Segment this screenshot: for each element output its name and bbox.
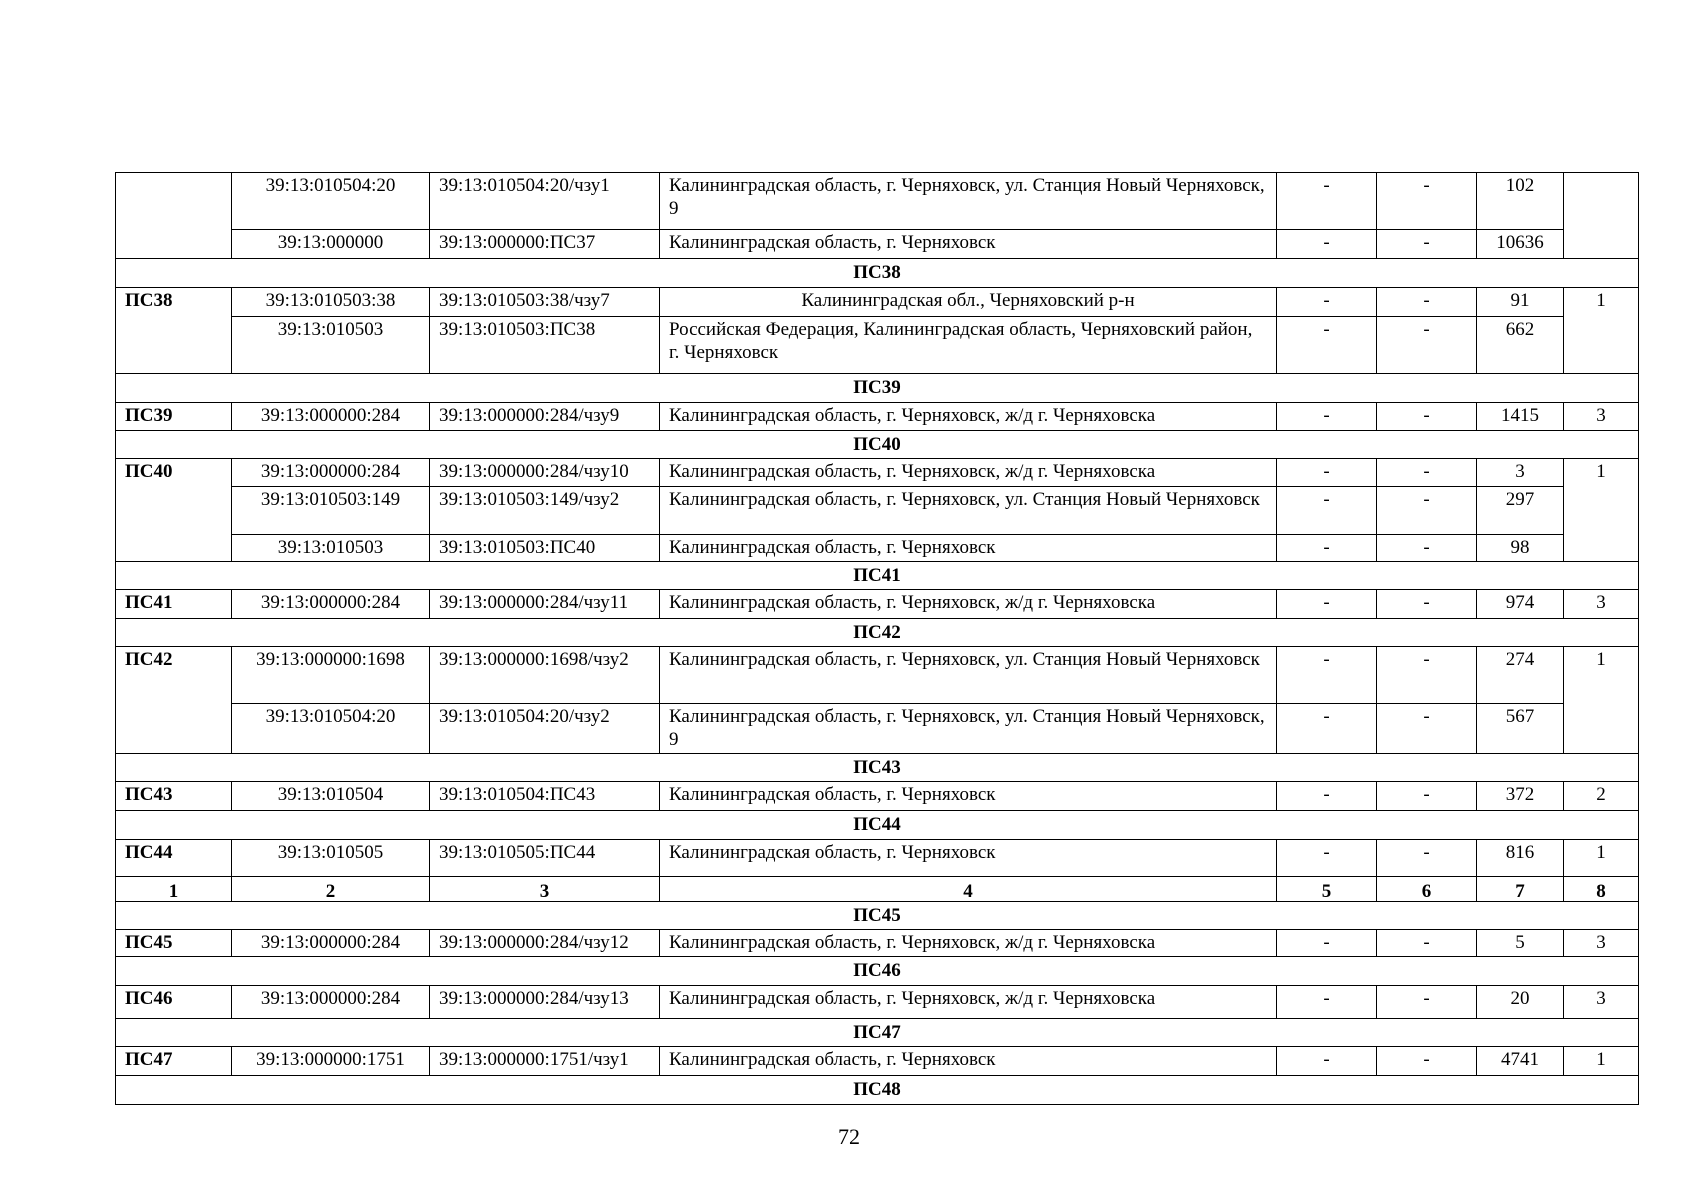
cell-col6: -: [1377, 986, 1477, 1019]
cell-substation: ПС43: [116, 782, 232, 811]
cell-col8: 3: [1564, 930, 1639, 957]
cell-col5: -: [1277, 782, 1377, 811]
cell-col8: 1: [1564, 459, 1639, 562]
cell-area: 297: [1477, 487, 1564, 535]
cell-col8: 3: [1564, 590, 1639, 619]
cell-col8: 1: [1564, 288, 1639, 374]
column-number: 2: [232, 877, 430, 902]
cell-cadastral-number: 39:13:000000:1698: [232, 647, 430, 704]
cell-col6: -: [1377, 590, 1477, 619]
section-row: [116, 811, 1639, 840]
table-row: [116, 647, 1639, 704]
cell-col8: [1564, 173, 1639, 259]
cell-zone-number: 39:13:010504:20/чзу2: [430, 704, 660, 754]
cell-substation: ПС38: [116, 288, 232, 374]
cell-col6: -: [1377, 173, 1477, 230]
section-row: [116, 957, 1639, 986]
cell-cadastral-number: 39:13:010504: [232, 782, 430, 811]
cell-substation: ПС46: [116, 986, 232, 1019]
cell-zone-number: 39:13:010503:38/чзу7: [430, 288, 660, 317]
cell-area: 102: [1477, 173, 1564, 230]
cell-address: Калининградская область, г. Черняховск: [660, 840, 1277, 877]
column-number: 3: [430, 877, 660, 902]
cell-col8: 1: [1564, 647, 1639, 754]
table-row: [116, 487, 1639, 535]
cell-address: Калининградская область, г. Черняховск: [660, 535, 1277, 562]
cell-col5: -: [1277, 173, 1377, 230]
cell-substation: ПС39: [116, 403, 232, 431]
cell-substation: ПС44: [116, 840, 232, 877]
column-number: 4: [660, 877, 1277, 902]
section-row: [116, 754, 1639, 782]
cell-cadastral-number: 39:13:000000:284: [232, 930, 430, 957]
cell-col5: -: [1277, 403, 1377, 431]
cell-zone-number: 39:13:000000:284/чзу9: [430, 403, 660, 431]
section-row: [116, 374, 1639, 403]
cell-address: Калининградская область, г. Черняховск, ж/д г. Черняховска: [660, 930, 1277, 957]
column-number: 8: [1564, 877, 1639, 902]
cell-substation: ПС40: [116, 459, 232, 562]
cell-col6: -: [1377, 459, 1477, 487]
cell-col5: -: [1277, 840, 1377, 877]
table-row: [116, 173, 1639, 230]
column-number-row: [116, 877, 1639, 902]
cell-address: Калининградская область, г. Черняховск: [660, 230, 1277, 259]
cell-col5: -: [1277, 459, 1377, 487]
cell-address: Калининградская область, г. Черняховск: [660, 1047, 1277, 1076]
cell-col6: -: [1377, 487, 1477, 535]
cell-cadastral-number: 39:13:010504:20: [232, 704, 430, 754]
table-row: [116, 986, 1639, 1019]
cell-col5: -: [1277, 930, 1377, 957]
cell-address: Калининградская область, г. Черняховск, ж/д г. Черняховска: [660, 403, 1277, 431]
section-row: [116, 1019, 1639, 1047]
cell-col5: -: [1277, 317, 1377, 374]
cell-zone-number: 39:13:000000:1698/чзу2: [430, 647, 660, 704]
cell-area: 372: [1477, 782, 1564, 811]
cell-cadastral-number: 39:13:010503: [232, 535, 430, 562]
cell-address: Калининградская область, г. Черняховск, ул. Станция Новый Черняховск, 9: [660, 704, 1277, 754]
cell-col5: -: [1277, 986, 1377, 1019]
page-number: 72: [838, 1124, 860, 1149]
cell-cadastral-number: 39:13:010505: [232, 840, 430, 877]
cell-col6: -: [1377, 403, 1477, 431]
column-number: 1: [116, 877, 232, 902]
cell-substation: ПС42: [116, 647, 232, 754]
table-row: [116, 459, 1639, 487]
table-row: [116, 403, 1639, 431]
cell-cadastral-number: 39:13:000000:284: [232, 986, 430, 1019]
cell-col5: -: [1277, 288, 1377, 317]
section-row: [116, 562, 1639, 590]
cell-cadastral-number: 39:13:000000:284: [232, 403, 430, 431]
cell-area: 816: [1477, 840, 1564, 877]
cell-col6: -: [1377, 288, 1477, 317]
section-title: ПС43: [116, 754, 1639, 782]
cell-col6: -: [1377, 930, 1477, 957]
cell-address: Калининградская область, г. Черняховск, ж/д г. Черняховска: [660, 986, 1277, 1019]
cell-zone-number: 39:13:010504:20/чзу1: [430, 173, 660, 230]
section-row: [116, 259, 1639, 288]
table-row: [116, 1047, 1639, 1076]
cell-area: 20: [1477, 986, 1564, 1019]
cell-zone-number: 39:13:010504:ПС43: [430, 782, 660, 811]
section-title: ПС41: [116, 562, 1639, 590]
table-row: [116, 230, 1639, 259]
cell-col5: -: [1277, 590, 1377, 619]
cell-col8: 1: [1564, 1047, 1639, 1076]
table-row: [116, 317, 1639, 374]
cell-substation: [116, 173, 232, 259]
cell-zone-number: 39:13:000000:1751/чзу1: [430, 1047, 660, 1076]
cell-col5: -: [1277, 535, 1377, 562]
cell-col6: -: [1377, 230, 1477, 259]
cell-address: Калининградская область, г. Черняховск: [660, 782, 1277, 811]
table-row: [116, 535, 1639, 562]
cell-address: Калининградская область, г. Черняховск, ж/д г. Черняховска: [660, 459, 1277, 487]
cell-area: 567: [1477, 704, 1564, 754]
section-title: ПС44: [116, 811, 1639, 840]
table-row: [116, 782, 1639, 811]
cell-col5: -: [1277, 704, 1377, 754]
section-title: ПС38: [116, 259, 1639, 288]
cell-area: 274: [1477, 647, 1564, 704]
cell-col8: 2: [1564, 782, 1639, 811]
cell-address: Калининградская область, г. Черняховск, ж/д г. Черняховска: [660, 590, 1277, 619]
cell-col6: -: [1377, 647, 1477, 704]
cell-zone-number: 39:13:000000:284/чзу10: [430, 459, 660, 487]
cell-address: Российская Федерация, Калининградская область, Черняховский район, г. Черняховск: [660, 317, 1277, 374]
cell-address: Калининградская обл., Черняховский р-н: [660, 288, 1277, 317]
cell-col8: 3: [1564, 986, 1639, 1019]
cell-address: Калининградская область, г. Черняховск, ул. Станция Новый Черняховск: [660, 647, 1277, 704]
cell-area: 3: [1477, 459, 1564, 487]
column-number: 7: [1477, 877, 1564, 902]
cell-col6: -: [1377, 840, 1477, 877]
table-row: [116, 704, 1639, 754]
cell-col5: -: [1277, 230, 1377, 259]
cell-area: 4741: [1477, 1047, 1564, 1076]
cell-zone-number: 39:13:000000:284/чзу12: [430, 930, 660, 957]
cell-area: 10636: [1477, 230, 1564, 259]
cell-area: 662: [1477, 317, 1564, 374]
cell-substation: ПС47: [116, 1047, 232, 1076]
cell-cadastral-number: 39:13:000000:284: [232, 590, 430, 619]
column-number: 6: [1377, 877, 1477, 902]
table-row: [116, 930, 1639, 957]
cell-area: 98: [1477, 535, 1564, 562]
cell-col5: -: [1277, 1047, 1377, 1076]
cell-col5: -: [1277, 487, 1377, 535]
cell-zone-number: 39:13:010503:149/чзу2: [430, 487, 660, 535]
cell-zone-number: 39:13:010503:ПС40: [430, 535, 660, 562]
table-row: [116, 288, 1639, 317]
cell-col6: -: [1377, 704, 1477, 754]
section-row: [116, 902, 1639, 930]
cell-cadastral-number: 39:13:010503:38: [232, 288, 430, 317]
cell-zone-number: 39:13:000000:284/чзу11: [430, 590, 660, 619]
section-title: ПС47: [116, 1019, 1639, 1047]
cell-col5: -: [1277, 647, 1377, 704]
land-plots-table: [115, 172, 1639, 1105]
cell-cadastral-number: 39:13:000000:1751: [232, 1047, 430, 1076]
cell-cadastral-number: 39:13:010504:20: [232, 173, 430, 230]
cell-area: 5: [1477, 930, 1564, 957]
cell-cadastral-number: 39:13:000000: [232, 230, 430, 259]
table-row: [116, 840, 1639, 877]
section-row: [116, 619, 1639, 647]
cell-col6: -: [1377, 535, 1477, 562]
cell-zone-number: 39:13:010505:ПС44: [430, 840, 660, 877]
cell-address: Калининградская область, г. Черняховск, ул. Станция Новый Черняховск, 9: [660, 173, 1277, 230]
cell-cadastral-number: 39:13:010503:149: [232, 487, 430, 535]
cell-cadastral-number: 39:13:010503: [232, 317, 430, 374]
section-title: ПС46: [116, 957, 1639, 986]
cell-col6: -: [1377, 782, 1477, 811]
cell-zone-number: 39:13:010503:ПС38: [430, 317, 660, 374]
column-number: 5: [1277, 877, 1377, 902]
cell-col6: -: [1377, 1047, 1477, 1076]
section-title: ПС48: [116, 1076, 1639, 1105]
cell-area: 974: [1477, 590, 1564, 619]
section-title: ПС45: [116, 902, 1639, 930]
cell-substation: ПС45: [116, 930, 232, 957]
cell-col8: 3: [1564, 403, 1639, 431]
cell-area: 1415: [1477, 403, 1564, 431]
cell-address: Калининградская область, г. Черняховск, ул. Станция Новый Черняховск: [660, 487, 1277, 535]
section-row: [116, 431, 1639, 459]
cell-zone-number: 39:13:000000:ПС37: [430, 230, 660, 259]
cell-col6: -: [1377, 317, 1477, 374]
cell-cadastral-number: 39:13:000000:284: [232, 459, 430, 487]
cell-area: 91: [1477, 288, 1564, 317]
section-title: ПС39: [116, 374, 1639, 403]
cell-substation: ПС41: [116, 590, 232, 619]
cell-zone-number: 39:13:000000:284/чзу13: [430, 986, 660, 1019]
section-title: ПС40: [116, 431, 1639, 459]
cell-col8: 1: [1564, 840, 1639, 877]
section-title: ПС42: [116, 619, 1639, 647]
section-row: [116, 1076, 1639, 1105]
table-row: [116, 590, 1639, 619]
